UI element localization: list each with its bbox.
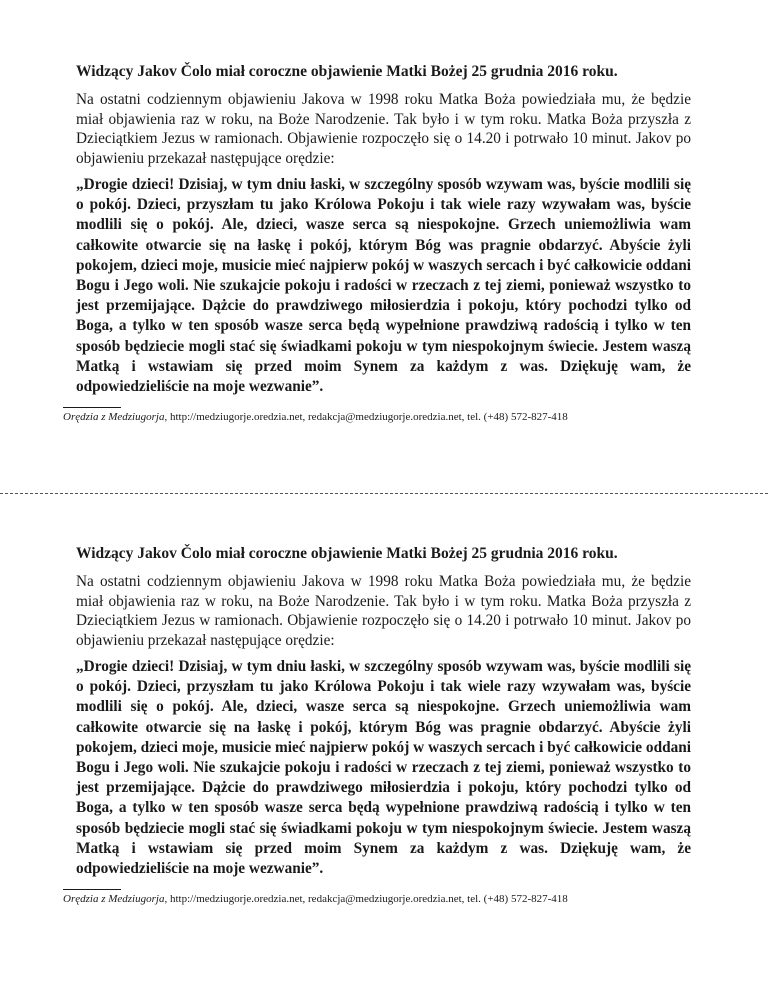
footer-details: , http://medziugorje.oredzia.net, redakcja@medziugorje.oredzia.net, tel. (+48) 572-827-418: [164, 411, 568, 424]
card-intro: Na ostatni codziennym objawieniu Jakova w 1998 roku Matka Boża powiedziała mu, że będzie miał objawienia raz w roku, na Boże Narodzenie. Tak było i w tym roku. Matka Boża przyszła z Dzieciątkiem Jezus w ramionach. Objawienie rozpoczęło się o 14.20 i potrwało 10 minut. Jakov po objawieniu przekazał następujące orędzie:: [76, 91, 691, 167]
footnote-rule: [63, 889, 121, 890]
footer-source: Orędzia z Medziugorja: [63, 893, 165, 906]
card-message: „Drogie dzieci! Dzisiaj, w tym dniu łaski, w szczególny sposób wzywam was, byście modlili się o pokój. Dzieci, przyszłam tu jako Królowa Pokoju i tak wiele razy wzywałam was, byście modlili się o pokój. Ale, dzieci, wasze serca są niespokojne. Grzech uniemożliwia wam całkowite otwarcie się na łaskę i pokój, którym Bóg was pragnie obdarzyć. Abyście żyli pokojem, dzieci moje, musicie mieć najpierw pokój w waszych sercach i być całkowicie oddani Bogu i Jego woli. Nie szukajcie pokoju i radości w rzeczach z tej ziemi, ponieważ wszystko to jest przemijające. Dążcie do prawdziwego miłosierdzia i pokoju, który pochodzi tylko od Boga, a tylko w ten sposób wasze serca będą wypełnione prawdziwą radością i tylko w ten sposób będziecie mogli stać się świadkami pokoju w tym niespokojnym świecie. Jestem waszą Matką i wstawiam się przed moim Synem za każdym z was. Dziękuję wam, że odpowiedzieliście na moje wezwanie”.: [76, 176, 691, 396]
card-message: „Drogie dzieci! Dzisiaj, w tym dniu łaski, w szczególny sposób wzywam was, byście modlili się o pokój. Dzieci, przyszłam tu jako Królowa Pokoju i tak wiele razy wzywałam was, byście modlili się o pokój. Ale, dzieci, wasze serca są niespokojne. Grzech uniemożliwia wam całkowite otwarcie się na łaskę i pokój, którym Bóg was pragnie obdarzyć. Abyście żyli pokojem, dzieci moje, musicie mieć najpierw pokój w waszych sercach i być całkowicie oddani Bogu i Jego woli. Nie szukajcie pokoju i radości w rzeczach z tej ziemi, ponieważ wszystko to jest przemijające. Dążcie do prawdziwego miłosierdzia i pokoju, który pochodzi tylko od Boga, a tylko w ten sposób wasze serca będą wypełnione prawdziwą radością i tylko w ten sposób będziecie mogli stać się świadkami pokoju w tym niespokojnym świecie. Jestem waszą Matką i wstawiam się przed moim Synem za każdym z was. Dziękuję wam, że odpowiedzieliście na moje wezwanie”.: [76, 658, 691, 878]
footer-source: Orędzia z Medziugorja: [63, 411, 165, 424]
card-footer: [63, 892, 691, 906]
card-footer: [63, 410, 691, 424]
cut-line: [0, 493, 768, 494]
message-card-bottom: [63, 544, 691, 906]
card-intro: Na ostatni codziennym objawieniu Jakova w 1998 roku Matka Boża powiedziała mu, że będzie miał objawienia raz w roku, na Boże Narodzenie. Tak było i w tym roku. Matka Boża przyszła z Dzieciątkiem Jezus w ramionach. Objawienie rozpoczęło się o 14.20 i potrwało 10 minut. Jakov po objawieniu przekazał następujące orędzie:: [76, 573, 691, 649]
footnote-rule: [63, 407, 121, 408]
message-card-top: [63, 62, 691, 424]
footer-details: , http://medziugorje.oredzia.net, redakcja@medziugorje.oredzia.net, tel. (+48) 572-827-418: [164, 893, 568, 906]
card-title: Widzący Jakov Čolo miał coroczne objawienie Matki Bożej 25 grudnia 2016 roku.: [76, 63, 618, 80]
card-title: Widzący Jakov Čolo miał coroczne objawienie Matki Bożej 25 grudnia 2016 roku.: [76, 545, 618, 562]
